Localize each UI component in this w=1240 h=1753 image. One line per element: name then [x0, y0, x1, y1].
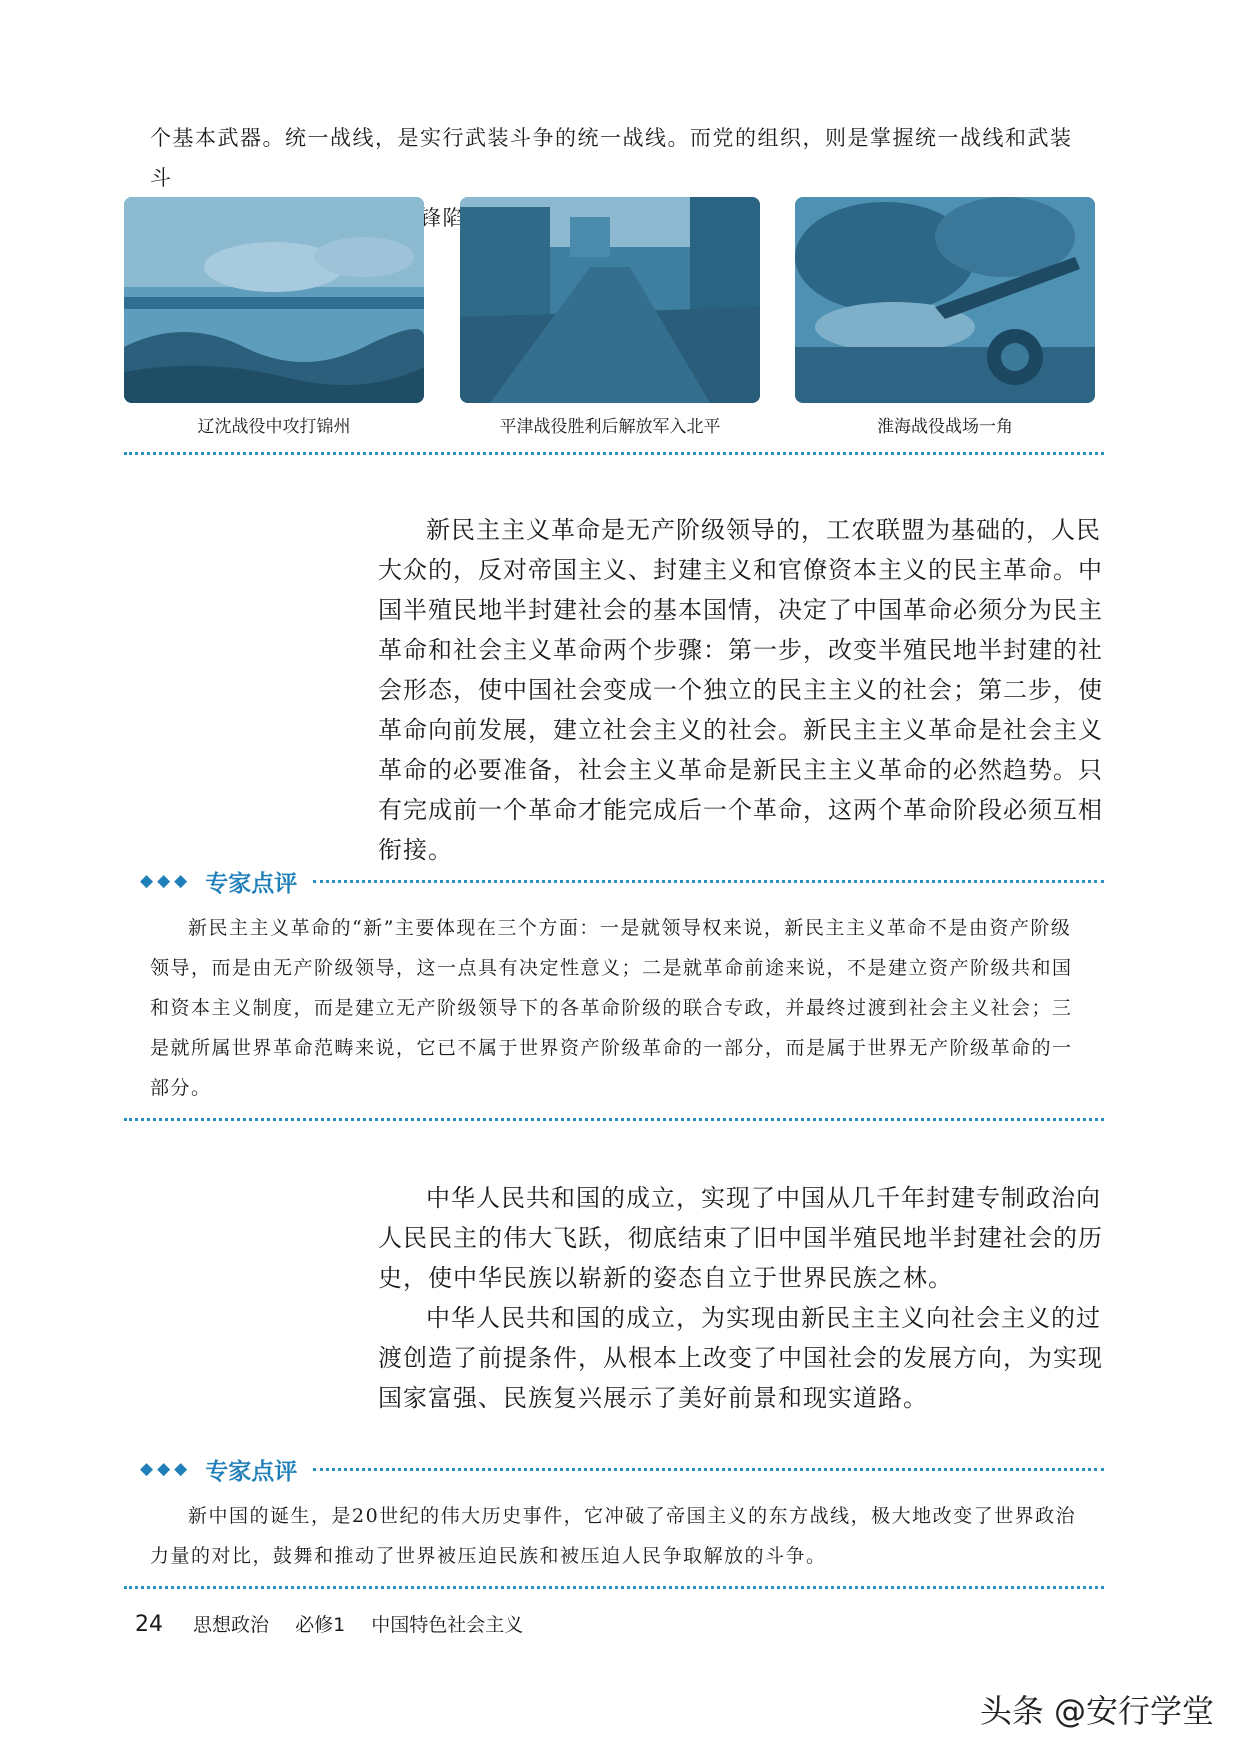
battle-photo-1 [124, 197, 424, 403]
section-new-democratic-revolution [378, 510, 1104, 870]
review2-text: 新中国的诞生，是20世纪的伟大历史事件，它冲破了帝国主义的东方战线，极大地改变了世界政治力量的对比，鼓舞和推动了世界被压迫民族和被压迫人民争取解放的斗争。 [150, 1505, 1077, 1567]
photo-huaihai [795, 197, 1095, 403]
divider-2 [124, 1118, 1104, 1121]
parade-photo [460, 197, 760, 403]
photo-caption-3: 淮海战役战场一角 [877, 417, 1013, 437]
artillery-photo [795, 197, 1095, 403]
page-footer [135, 1610, 543, 1637]
review-line-1 [313, 880, 1104, 883]
divider-3 [124, 1586, 1104, 1589]
book-info [193, 1610, 543, 1637]
footer-book-title: 中国特色社会主义 [371, 1614, 524, 1636]
expert-review-1 [150, 908, 1090, 1108]
section2-paragraph-2: 中华人民共和国的成立，为实现由新民主主义向社会主义的过渡创造了前提条件，从根本上改变了中国社会的发展方向，为实现国家富强、民族复兴展示了美好前景和现实道路。 [378, 1304, 1103, 1412]
watermark: 头条 @安行学堂 [979, 1692, 1214, 1730]
section1-paragraph: 新民主主义革命是无产阶级领导的，工农联盟为基础的，人民大众的，反对帝国主义、封建主义和官僚资本主义的民主革命。中国半殖民地半封建社会的基本国情，决定了中国革命必须分为民主革命和社会主义革命两个步骤：第一步，改变半殖民地半封建的社会形态，使中国社会变成一个独立的民主主义的社会；第二步，使革命向前发展，建立社会主义的社会。新民主主义革命是社会主义革命的必要准备，社会主义革命是新民主主义革命的必然趋势。只有完成前一个革命才能完成后一个革命，这两个革命阶段必须互相衔接。 [378, 516, 1103, 864]
footer-subject: 思想政治 [193, 1614, 270, 1636]
review-title-1: 专家点评 [205, 870, 298, 897]
footer-volume: 必修1 [295, 1614, 346, 1636]
section2-paragraph-1: 中华人民共和国的成立，实现了中国从几千年封建专制政治向人民民主的伟大飞跃，彻底结束了旧中国半殖民地半封建社会的历史，使中华民族以崭新的姿态自立于世界民族之林。 [378, 1184, 1103, 1292]
photo-caption-2: 平津战役胜利后解放军入北平 [499, 417, 721, 437]
review-line-2 [313, 1468, 1104, 1471]
expert-review-header-2 [140, 1452, 1104, 1486]
section-prc-founding [378, 1178, 1104, 1418]
intro-line-1: 个基本武器。统一战线，是实行武装斗争的统一战线。而党的组织，则是掌握统一战线和武装斗 [150, 126, 1073, 190]
photo-pingjin [460, 197, 760, 403]
photo-liaoshen [124, 197, 424, 403]
expert-review-header-1 [140, 864, 1104, 898]
photo-caption-1: 辽沈战役中攻打锦州 [197, 417, 351, 437]
review-title-2: 专家点评 [205, 1458, 298, 1485]
page-number: 24 [135, 1612, 163, 1637]
diamond-icon: ◆◆◆ [140, 871, 192, 891]
diamond-icon: ◆◆◆ [140, 1459, 192, 1479]
review1-text: 新民主主义革命的“新”主要体现在三个方面：一是就领导权来说，新民主主义革命不是由资产阶级领导，而是由无产阶级领导，这一点具有决定性意义；二是就革命前途来说，不是建立资产阶级共和国和资本主义制度，而是建立无产阶级领导下的各革命阶级的联合专政，并最终过渡到社会主义社会；三是就所属世界革命范畴来说，它已不属于世界资产阶级革命的一部分，而是属于世界无产阶级革命的一部分。 [150, 917, 1073, 1099]
divider-1 [124, 452, 1104, 455]
expert-review-2 [150, 1496, 1090, 1576]
